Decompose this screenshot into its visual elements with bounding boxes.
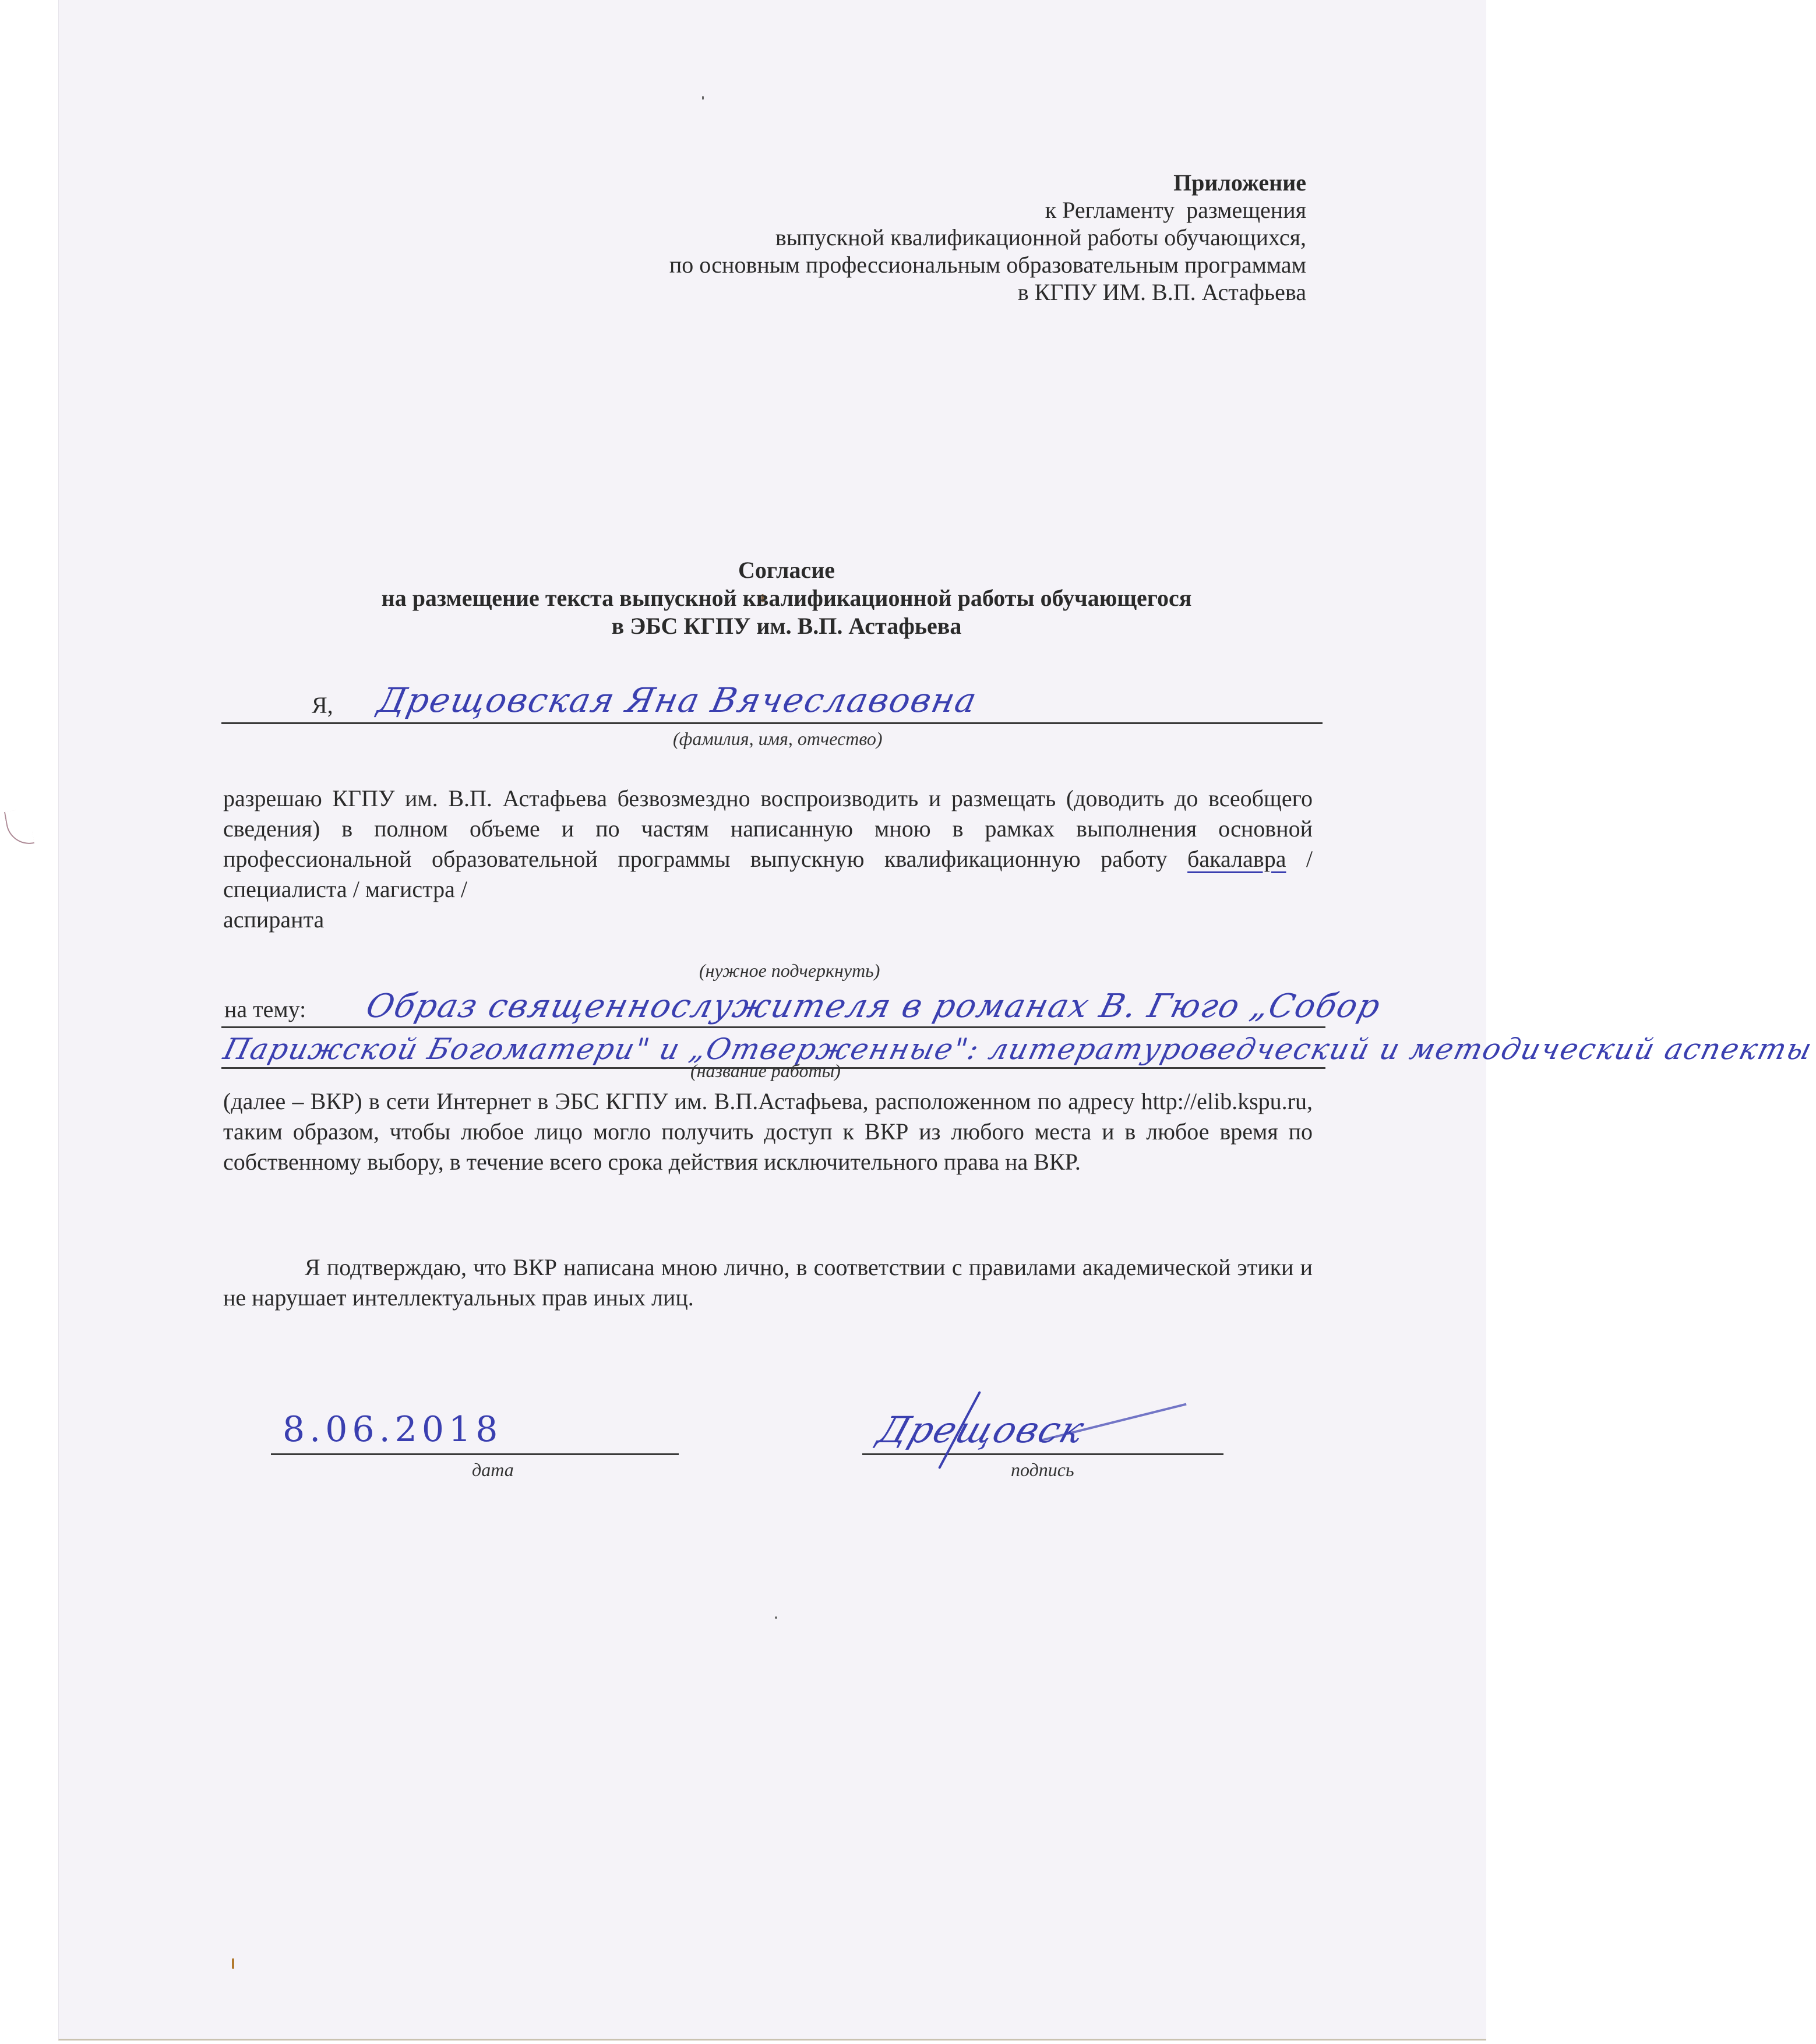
- topic-field-line1[interactable]: [221, 987, 1385, 1028]
- name-field[interactable]: [221, 680, 1323, 724]
- appendix-heading: Приложение: [1173, 170, 1306, 196]
- name-caption: (фамилия, имя, отчество): [673, 728, 883, 749]
- topic-handwritten-line2[interactable]: Парижской Богоматери" и „Отверженные": литературоведческий и методический аспекты: [220, 1032, 1816, 1066]
- title-line: на размещение текста выпускной квалификационной работы обучающегося: [381, 585, 1192, 611]
- topic-caption: (название работы): [690, 1060, 841, 1081]
- confirmation-paragraph: Я подтверждаю, что ВКР написана мною лично, в соответствии с правилами академической этики и не нарушает интеллектуальных прав иных лиц.: [223, 1254, 1313, 1311]
- topic-handwritten-line1[interactable]: Образ священнослужителя в романах В. Гюго „Собор: [362, 987, 1385, 1025]
- topic-label: на тему:: [224, 996, 306, 1022]
- appendix-line: в КГПУ ИМ. В.П. Астафьева: [1017, 279, 1306, 305]
- degree-option[interactable]: аспиранта: [223, 906, 325, 933]
- consent-title: [245, 556, 1328, 640]
- signature-field[interactable]: [862, 1410, 1223, 1455]
- name-prefix: Я,: [312, 692, 333, 718]
- date-field[interactable]: [271, 1410, 679, 1455]
- dust-speck: [775, 1616, 777, 1619]
- degree-option[interactable]: специалиста: [223, 876, 347, 902]
- appendix-line: выпускной квалификационной работы обучающихся,: [775, 224, 1306, 250]
- appendix-line: по основным профессиональным образовательным программам: [669, 252, 1306, 278]
- date-handwritten-value[interactable]: 8.06.2018: [283, 1409, 503, 1450]
- name-handwritten-value[interactable]: Дрещовская Яна Вячеславовна: [374, 680, 981, 720]
- appendix-line: к Регламенту размещения: [1045, 197, 1306, 223]
- signature-handwritten-value[interactable]: Дрещовск: [873, 1408, 1091, 1451]
- separator: /: [454, 876, 468, 902]
- title-line: Согласие: [738, 557, 835, 583]
- separator: /: [1286, 846, 1313, 872]
- date-caption: дата: [472, 1459, 514, 1480]
- permission-text: разрешаю КГПУ им. В.П. Астафьева безвозмездно воспроизводить и размещать (доводить до всеобщего сведения) в полном объеме и по частям написанную мною в рамках выполнения основной профессиональной образовательной программы выпускную квалификационную работу: [223, 785, 1313, 872]
- degree-option[interactable]: магистра: [365, 876, 455, 902]
- signature-caption: подпись: [1011, 1459, 1074, 1480]
- degree-caption: (нужное подчеркнуть): [699, 960, 880, 981]
- dust-speck: [232, 1958, 234, 1969]
- placement-paragraph: (далее – ВКР) в сети Интернет в ЭБС КГПУ им. В.П.Астафьева, расположенном по адресу http://elib.kspu.ru, таким образом, чтобы любое лицо могло получить доступ к ВКР из любого места и в любое время по собственному выбору, в течение всего срока действия исключительного права на ВКР.: [223, 1088, 1313, 1175]
- separator: /: [347, 876, 365, 902]
- stray-hair-mark: [4, 808, 34, 848]
- permission-paragraph: [223, 783, 1313, 935]
- title-line: в ЭБС КГПУ им. В.П. Астафьева: [611, 613, 962, 639]
- appendix-header: [669, 169, 1306, 306]
- degree-option-selected[interactable]: бакалавра: [1187, 846, 1286, 872]
- dust-speck: [702, 96, 704, 100]
